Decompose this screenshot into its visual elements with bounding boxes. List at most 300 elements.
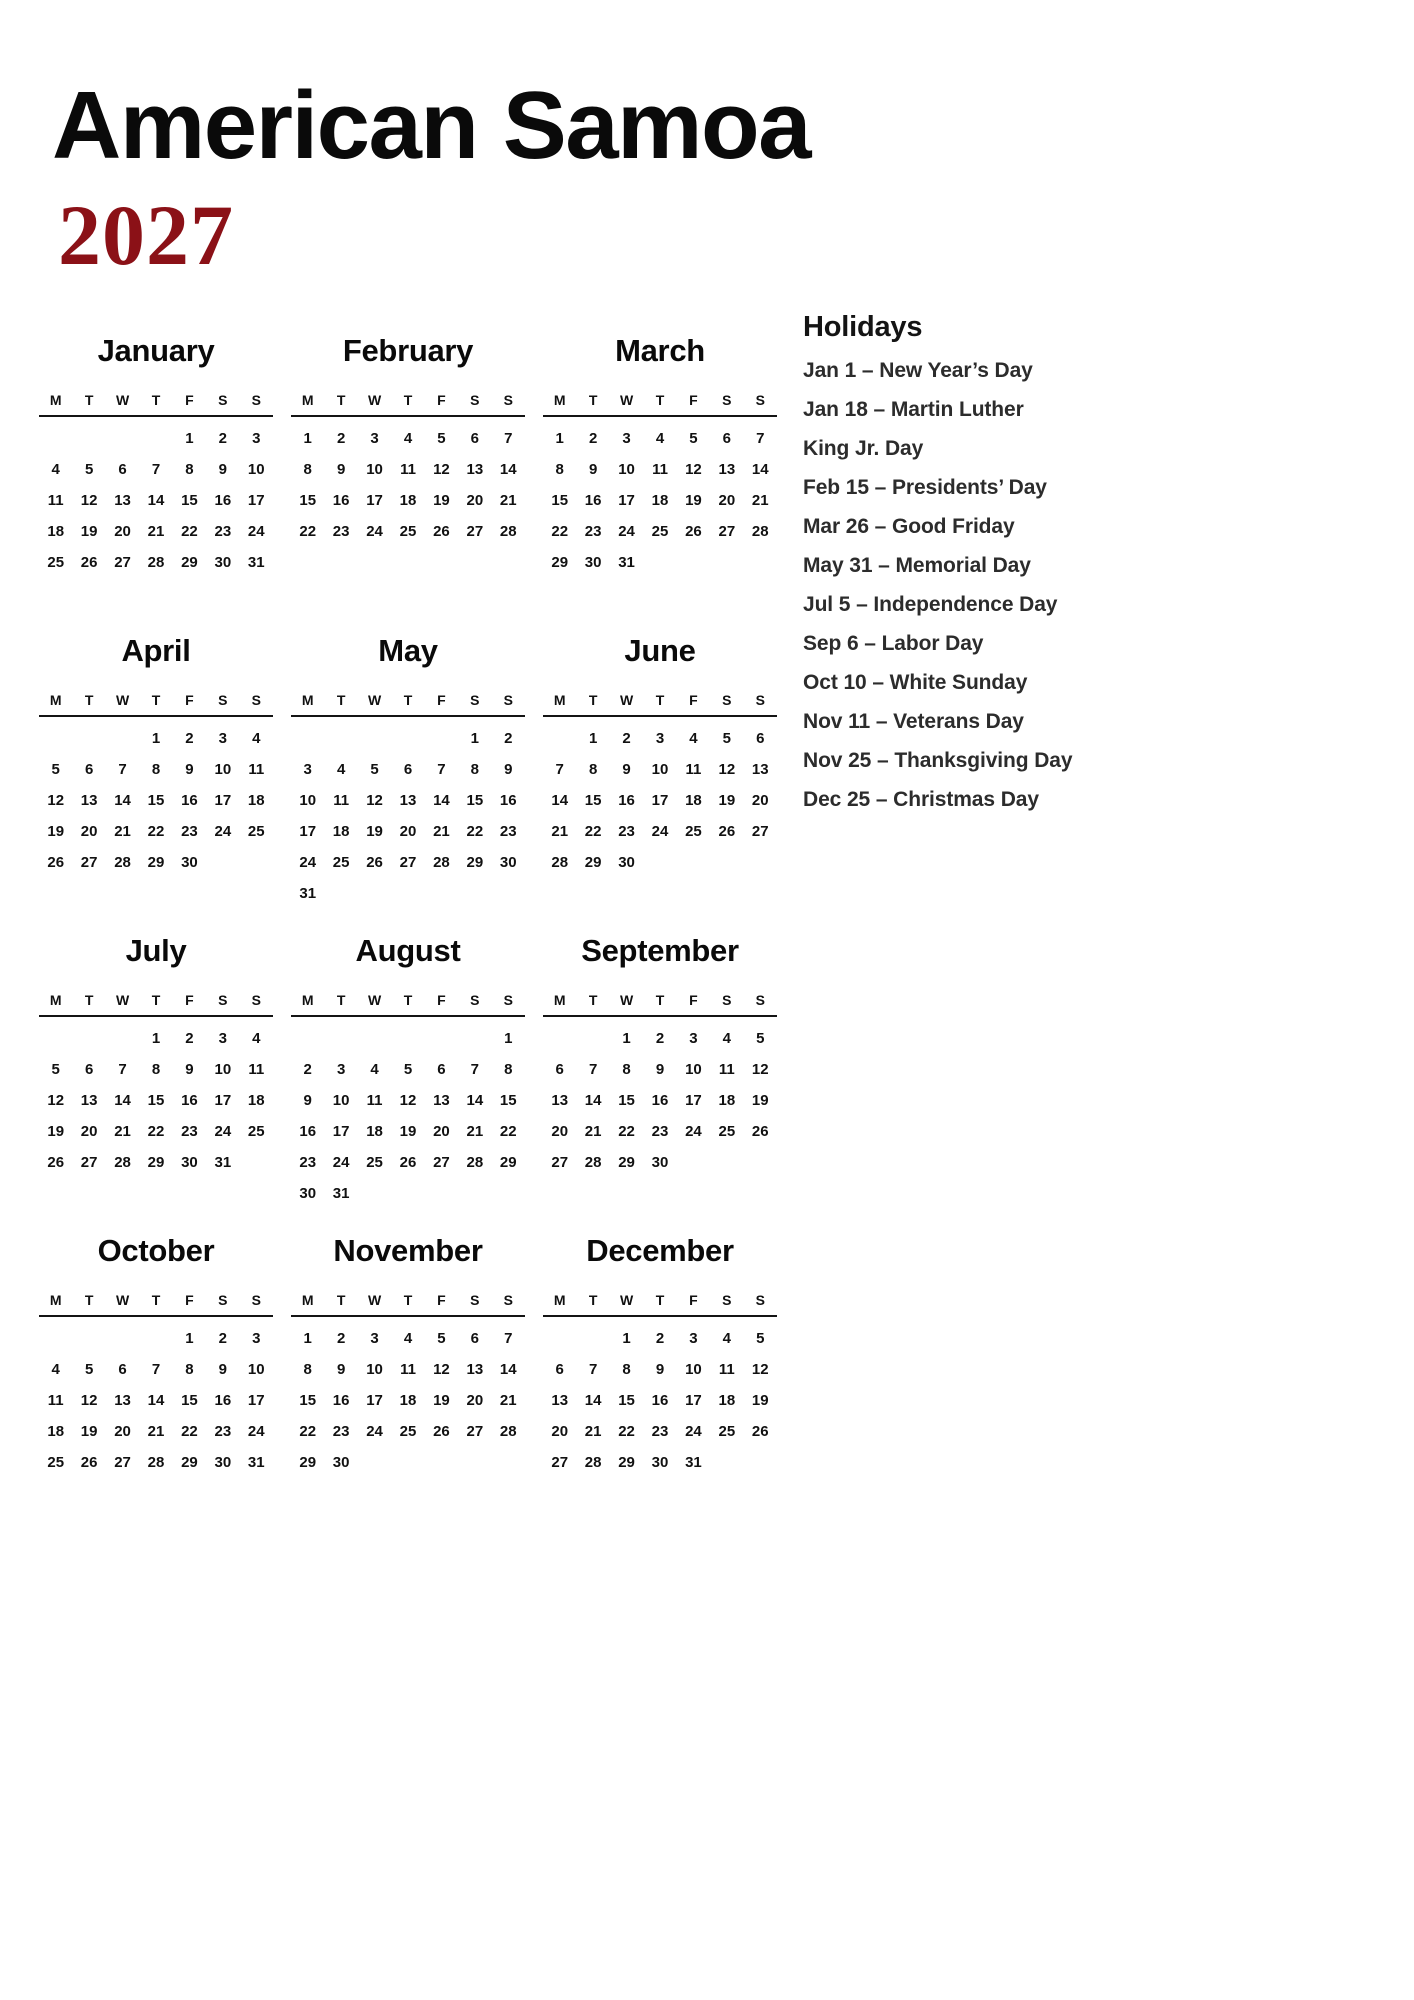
day-cell[interactable]: 6 xyxy=(118,1360,127,1378)
day-cell[interactable]: 15 xyxy=(299,491,317,509)
day-cell[interactable]: 12 xyxy=(47,1091,65,1109)
day-cell[interactable]: 6 xyxy=(756,729,765,747)
day-cell[interactable]: 20 xyxy=(466,1391,484,1409)
day-cell[interactable]: 22 xyxy=(499,1122,517,1140)
day-cell[interactable]: 1 xyxy=(588,729,598,747)
day-cell[interactable]: 29 xyxy=(551,553,569,571)
day-cell[interactable]: 7 xyxy=(151,1360,161,1378)
day-cell[interactable]: 28 xyxy=(584,1453,602,1471)
day-cell[interactable]: 27 xyxy=(399,853,417,871)
day-cell[interactable]: 2 xyxy=(185,1029,194,1047)
day-cell[interactable]: 23 xyxy=(651,1422,669,1440)
day-cell[interactable]: 27 xyxy=(80,1153,98,1171)
day-cell[interactable]: 29 xyxy=(181,1453,198,1471)
day-cell[interactable]: 26 xyxy=(685,522,702,540)
day-cell[interactable]: 5 xyxy=(51,1060,60,1078)
day-cell[interactable]: 22 xyxy=(147,1122,165,1140)
day-cell[interactable]: 24 xyxy=(651,822,669,840)
day-cell[interactable]: 10 xyxy=(214,760,232,778)
day-cell[interactable]: 15 xyxy=(584,791,602,809)
day-cell[interactable]: 8 xyxy=(504,1060,513,1078)
day-cell[interactable]: 4 xyxy=(252,1029,261,1047)
day-cell[interactable]: 12 xyxy=(685,460,702,478)
day-cell[interactable]: 31 xyxy=(247,553,265,571)
day-cell[interactable]: 23 xyxy=(651,1122,669,1140)
day-cell[interactable]: 3 xyxy=(336,1060,346,1078)
day-cell[interactable]: 29 xyxy=(147,853,165,871)
day-cell[interactable]: 12 xyxy=(399,1091,417,1109)
day-cell[interactable]: 3 xyxy=(303,760,312,778)
day-cell[interactable]: 2 xyxy=(655,1329,665,1347)
day-cell[interactable]: 6 xyxy=(555,1060,564,1078)
day-cell[interactable]: 17 xyxy=(366,491,383,509)
day-cell[interactable]: 27 xyxy=(114,553,131,571)
day-cell[interactable]: 2 xyxy=(655,1029,665,1047)
day-cell[interactable]: 13 xyxy=(751,760,769,778)
day-cell[interactable]: 23 xyxy=(299,1153,317,1171)
day-cell[interactable]: 7 xyxy=(470,1060,480,1078)
day-cell[interactable]: 7 xyxy=(151,460,161,478)
day-cell[interactable]: 4 xyxy=(689,729,698,747)
day-cell[interactable]: 5 xyxy=(403,1060,413,1078)
day-cell[interactable]: 20 xyxy=(751,791,769,809)
day-cell[interactable]: 11 xyxy=(718,1360,735,1378)
day-cell[interactable]: 12 xyxy=(718,760,736,778)
day-cell[interactable]: 26 xyxy=(80,553,98,571)
day-cell[interactable]: 12 xyxy=(80,1391,98,1409)
day-cell[interactable]: 31 xyxy=(247,1453,265,1471)
day-cell[interactable]: 22 xyxy=(181,522,198,540)
day-cell[interactable]: 15 xyxy=(181,1391,198,1409)
day-cell[interactable]: 28 xyxy=(114,1153,131,1171)
day-cell[interactable]: 4 xyxy=(403,429,413,447)
day-cell[interactable]: 13 xyxy=(466,460,484,478)
day-cell[interactable]: 23 xyxy=(584,522,602,540)
day-cell[interactable]: 27 xyxy=(80,853,98,871)
day-cell[interactable]: 31 xyxy=(618,553,635,571)
day-cell[interactable]: 14 xyxy=(466,1091,484,1109)
day-cell[interactable]: 16 xyxy=(618,791,635,809)
day-cell[interactable]: 22 xyxy=(147,822,165,840)
day-cell[interactable]: 9 xyxy=(303,1091,312,1109)
day-cell[interactable]: 17 xyxy=(685,1091,702,1109)
day-cell[interactable]: 29 xyxy=(181,553,198,571)
day-cell[interactable]: 19 xyxy=(685,491,702,509)
day-cell[interactable]: 21 xyxy=(433,822,450,840)
day-cell[interactable]: 22 xyxy=(618,1422,635,1440)
day-cell[interactable]: 14 xyxy=(584,1091,602,1109)
day-cell[interactable]: 21 xyxy=(147,1422,165,1440)
day-cell[interactable]: 22 xyxy=(584,822,602,840)
day-cell[interactable]: 13 xyxy=(433,1091,450,1109)
day-cell[interactable]: 27 xyxy=(114,1453,131,1471)
day-cell[interactable]: 9 xyxy=(185,760,194,778)
day-cell[interactable]: 21 xyxy=(114,1122,131,1140)
day-cell[interactable]: 28 xyxy=(433,853,450,871)
day-cell[interactable]: 11 xyxy=(366,1091,383,1109)
day-cell[interactable]: 15 xyxy=(499,1091,517,1109)
day-cell[interactable]: 28 xyxy=(499,1422,517,1440)
day-cell[interactable]: 25 xyxy=(47,553,65,571)
day-cell[interactable]: 30 xyxy=(584,553,602,571)
day-cell[interactable]: 13 xyxy=(466,1360,484,1378)
day-cell[interactable]: 28 xyxy=(147,1453,165,1471)
day-cell[interactable]: 7 xyxy=(437,760,446,778)
day-cell[interactable]: 14 xyxy=(147,491,165,509)
day-cell[interactable]: 30 xyxy=(181,1153,198,1171)
day-cell[interactable]: 20 xyxy=(551,1122,569,1140)
day-cell[interactable]: 7 xyxy=(504,429,513,447)
day-cell[interactable]: 6 xyxy=(722,429,732,447)
day-cell[interactable]: 12 xyxy=(751,1060,769,1078)
day-cell[interactable]: 20 xyxy=(114,1422,131,1440)
day-cell[interactable]: 15 xyxy=(147,1091,165,1109)
day-cell[interactable]: 26 xyxy=(433,1422,450,1440)
day-cell[interactable]: 18 xyxy=(366,1122,383,1140)
day-cell[interactable]: 25 xyxy=(399,1422,417,1440)
day-cell[interactable]: 27 xyxy=(551,1453,569,1471)
day-cell[interactable]: 15 xyxy=(466,791,484,809)
day-cell[interactable]: 22 xyxy=(466,822,484,840)
day-cell[interactable]: 12 xyxy=(751,1360,769,1378)
day-cell[interactable]: 14 xyxy=(114,791,131,809)
day-cell[interactable]: 18 xyxy=(718,1391,736,1409)
day-cell[interactable]: 8 xyxy=(588,760,598,778)
day-cell[interactable]: 28 xyxy=(551,853,569,871)
day-cell[interactable]: 14 xyxy=(751,460,769,478)
day-cell[interactable]: 1 xyxy=(622,1029,631,1047)
day-cell[interactable]: 26 xyxy=(47,853,65,871)
day-cell[interactable]: 2 xyxy=(588,429,598,447)
day-cell[interactable]: 9 xyxy=(655,1360,665,1378)
day-cell[interactable]: 25 xyxy=(685,822,702,840)
day-cell[interactable]: 20 xyxy=(399,822,417,840)
day-cell[interactable]: 24 xyxy=(366,1422,383,1440)
day-cell[interactable]: 28 xyxy=(751,522,769,540)
day-cell[interactable]: 18 xyxy=(718,1091,736,1109)
day-cell[interactable]: 18 xyxy=(47,522,65,540)
day-cell[interactable]: 29 xyxy=(147,1153,165,1171)
day-cell[interactable]: 1 xyxy=(185,1329,194,1347)
day-cell[interactable]: 20 xyxy=(551,1422,569,1440)
day-cell[interactable]: 11 xyxy=(47,1391,64,1409)
day-cell[interactable]: 26 xyxy=(718,822,736,840)
day-cell[interactable]: 22 xyxy=(181,1422,198,1440)
day-cell[interactable]: 2 xyxy=(303,1060,312,1078)
day-cell[interactable]: 5 xyxy=(370,760,379,778)
day-cell[interactable]: 17 xyxy=(618,491,635,509)
day-cell[interactable]: 12 xyxy=(366,791,383,809)
day-cell[interactable]: 15 xyxy=(181,491,198,509)
day-cell[interactable]: 29 xyxy=(584,853,602,871)
day-cell[interactable]: 1 xyxy=(151,1029,161,1047)
day-cell[interactable]: 11 xyxy=(685,760,702,778)
day-cell[interactable]: 9 xyxy=(655,1060,665,1078)
day-cell[interactable]: 26 xyxy=(47,1153,65,1171)
day-cell[interactable]: 3 xyxy=(689,1029,698,1047)
day-cell[interactable]: 6 xyxy=(118,460,127,478)
day-cell[interactable]: 1 xyxy=(151,729,161,747)
day-cell[interactable]: 14 xyxy=(584,1391,602,1409)
day-cell[interactable]: 23 xyxy=(332,522,350,540)
day-cell[interactable]: 1 xyxy=(555,429,564,447)
day-cell[interactable]: 6 xyxy=(84,760,94,778)
day-cell[interactable]: 26 xyxy=(80,1453,98,1471)
day-cell[interactable]: 22 xyxy=(551,522,569,540)
day-cell[interactable]: 24 xyxy=(299,853,317,871)
day-cell[interactable]: 17 xyxy=(685,1391,702,1409)
day-cell[interactable]: 24 xyxy=(247,1422,265,1440)
day-cell[interactable]: 19 xyxy=(751,1391,769,1409)
day-cell[interactable]: 13 xyxy=(551,1091,569,1109)
day-cell[interactable]: 16 xyxy=(651,1391,669,1409)
day-cell[interactable]: 22 xyxy=(299,1422,317,1440)
day-cell[interactable]: 23 xyxy=(499,822,517,840)
day-cell[interactable]: 28 xyxy=(499,522,517,540)
day-cell[interactable]: 9 xyxy=(588,460,598,478)
day-cell[interactable]: 17 xyxy=(247,1391,265,1409)
day-cell[interactable]: 15 xyxy=(299,1391,317,1409)
day-cell[interactable]: 13 xyxy=(551,1391,569,1409)
day-cell[interactable]: 1 xyxy=(504,1029,513,1047)
day-cell[interactable]: 25 xyxy=(718,1122,736,1140)
day-cell[interactable]: 5 xyxy=(84,460,94,478)
day-cell[interactable]: 26 xyxy=(366,853,383,871)
day-cell[interactable]: 3 xyxy=(252,1329,261,1347)
day-cell[interactable]: 5 xyxy=(756,1029,765,1047)
day-cell[interactable]: 1 xyxy=(622,1329,631,1347)
day-cell[interactable]: 10 xyxy=(685,1060,702,1078)
day-cell[interactable]: 26 xyxy=(751,1122,769,1140)
day-cell[interactable]: 19 xyxy=(399,1122,417,1140)
day-cell[interactable]: 29 xyxy=(299,1453,317,1471)
day-cell[interactable]: 25 xyxy=(247,1122,265,1140)
day-cell[interactable]: 2 xyxy=(336,1329,346,1347)
day-cell[interactable]: 9 xyxy=(218,1360,228,1378)
day-cell[interactable]: 3 xyxy=(370,1329,379,1347)
day-cell[interactable]: 29 xyxy=(618,1153,635,1171)
day-cell[interactable]: 8 xyxy=(555,460,564,478)
day-cell[interactable]: 2 xyxy=(218,429,228,447)
day-cell[interactable]: 24 xyxy=(247,522,265,540)
day-cell[interactable]: 8 xyxy=(185,460,194,478)
day-cell[interactable]: 25 xyxy=(247,822,265,840)
day-cell[interactable]: 14 xyxy=(114,1091,131,1109)
day-cell[interactable]: 28 xyxy=(147,553,165,571)
day-cell[interactable]: 3 xyxy=(655,729,665,747)
day-cell[interactable]: 25 xyxy=(332,853,350,871)
day-cell[interactable]: 17 xyxy=(214,1091,232,1109)
day-cell[interactable]: 23 xyxy=(214,522,232,540)
day-cell[interactable]: 7 xyxy=(756,429,765,447)
day-cell[interactable]: 21 xyxy=(551,822,569,840)
day-cell[interactable]: 16 xyxy=(181,1091,198,1109)
day-cell[interactable]: 7 xyxy=(588,1360,598,1378)
day-cell[interactable]: 25 xyxy=(651,522,669,540)
day-cell[interactable]: 31 xyxy=(214,1153,232,1171)
day-cell[interactable]: 12 xyxy=(80,491,98,509)
day-cell[interactable]: 10 xyxy=(685,1360,702,1378)
day-cell[interactable]: 17 xyxy=(214,791,232,809)
day-cell[interactable]: 30 xyxy=(181,853,198,871)
day-cell[interactable]: 10 xyxy=(651,760,669,778)
day-cell[interactable]: 30 xyxy=(651,1453,669,1471)
day-cell[interactable]: 8 xyxy=(151,760,161,778)
day-cell[interactable]: 21 xyxy=(466,1122,484,1140)
day-cell[interactable]: 15 xyxy=(147,791,165,809)
day-cell[interactable]: 1 xyxy=(185,429,194,447)
day-cell[interactable]: 10 xyxy=(332,1091,350,1109)
day-cell[interactable]: 13 xyxy=(80,791,98,809)
day-cell[interactable]: 7 xyxy=(504,1329,513,1347)
day-cell[interactable]: 2 xyxy=(185,729,194,747)
day-cell[interactable]: 8 xyxy=(151,1060,161,1078)
day-cell[interactable]: 24 xyxy=(685,1422,702,1440)
day-cell[interactable]: 28 xyxy=(466,1153,484,1171)
day-cell[interactable]: 9 xyxy=(622,760,631,778)
day-cell[interactable]: 17 xyxy=(332,1122,350,1140)
day-cell[interactable]: 16 xyxy=(332,1391,350,1409)
day-cell[interactable]: 10 xyxy=(366,460,383,478)
day-cell[interactable]: 11 xyxy=(718,1060,735,1078)
day-cell[interactable]: 17 xyxy=(247,491,265,509)
day-cell[interactable]: 16 xyxy=(651,1091,669,1109)
day-cell[interactable]: 14 xyxy=(499,460,517,478)
day-cell[interactable]: 18 xyxy=(47,1422,65,1440)
day-cell[interactable]: 12 xyxy=(47,791,65,809)
day-cell[interactable]: 10 xyxy=(299,791,317,809)
day-cell[interactable]: 17 xyxy=(651,791,669,809)
day-cell[interactable]: 27 xyxy=(466,522,484,540)
day-cell[interactable]: 8 xyxy=(303,1360,312,1378)
day-cell[interactable]: 16 xyxy=(332,491,350,509)
day-cell[interactable]: 2 xyxy=(622,729,631,747)
day-cell[interactable]: 19 xyxy=(47,822,65,840)
day-cell[interactable]: 23 xyxy=(214,1422,232,1440)
day-cell[interactable]: 4 xyxy=(722,1029,732,1047)
day-cell[interactable]: 19 xyxy=(80,1422,98,1440)
day-cell[interactable]: 24 xyxy=(332,1153,350,1171)
day-cell[interactable]: 19 xyxy=(718,791,736,809)
day-cell[interactable]: 23 xyxy=(181,822,198,840)
day-cell[interactable]: 15 xyxy=(551,491,569,509)
day-cell[interactable]: 27 xyxy=(433,1153,450,1171)
day-cell[interactable]: 4 xyxy=(336,760,346,778)
day-cell[interactable]: 31 xyxy=(299,884,317,902)
day-cell[interactable]: 14 xyxy=(499,1360,517,1378)
day-cell[interactable]: 25 xyxy=(718,1422,736,1440)
day-cell[interactable]: 28 xyxy=(114,853,131,871)
day-cell[interactable]: 7 xyxy=(118,760,127,778)
day-cell[interactable]: 4 xyxy=(403,1329,413,1347)
day-cell[interactable]: 16 xyxy=(181,791,198,809)
day-cell[interactable]: 18 xyxy=(247,791,265,809)
day-cell[interactable]: 8 xyxy=(185,1360,194,1378)
day-cell[interactable]: 2 xyxy=(336,429,346,447)
day-cell[interactable]: 21 xyxy=(499,491,517,509)
day-cell[interactable]: 18 xyxy=(247,1091,265,1109)
day-cell[interactable]: 11 xyxy=(400,1360,416,1378)
day-cell[interactable]: 25 xyxy=(399,522,417,540)
day-cell[interactable]: 18 xyxy=(399,491,417,509)
day-cell[interactable]: 24 xyxy=(366,522,383,540)
day-cell[interactable]: 13 xyxy=(80,1091,98,1109)
day-cell[interactable]: 24 xyxy=(685,1122,702,1140)
day-cell[interactable]: 19 xyxy=(751,1091,769,1109)
day-cell[interactable]: 9 xyxy=(336,1360,346,1378)
day-cell[interactable]: 18 xyxy=(685,791,702,809)
day-cell[interactable]: 10 xyxy=(247,1360,265,1378)
day-cell[interactable]: 21 xyxy=(584,1122,602,1140)
day-cell[interactable]: 4 xyxy=(51,1360,60,1378)
day-cell[interactable]: 14 xyxy=(551,791,569,809)
day-cell[interactable]: 6 xyxy=(437,1060,446,1078)
day-cell[interactable]: 16 xyxy=(499,791,517,809)
day-cell[interactable]: 19 xyxy=(433,491,450,509)
day-cell[interactable]: 23 xyxy=(332,1422,350,1440)
day-cell[interactable]: 31 xyxy=(685,1453,702,1471)
day-cell[interactable]: 30 xyxy=(214,1453,232,1471)
day-cell[interactable]: 5 xyxy=(722,729,732,747)
day-cell[interactable]: 27 xyxy=(751,822,769,840)
day-cell[interactable]: 3 xyxy=(252,429,261,447)
day-cell[interactable]: 21 xyxy=(584,1422,602,1440)
day-cell[interactable]: 26 xyxy=(751,1422,769,1440)
day-cell[interactable]: 24 xyxy=(214,1122,232,1140)
day-cell[interactable]: 22 xyxy=(618,1122,635,1140)
day-cell[interactable]: 18 xyxy=(651,491,669,509)
day-cell[interactable]: 28 xyxy=(584,1153,602,1171)
day-cell[interactable]: 4 xyxy=(51,460,60,478)
day-cell[interactable]: 9 xyxy=(504,760,513,778)
day-cell[interactable]: 8 xyxy=(470,760,480,778)
day-cell[interactable]: 14 xyxy=(433,791,450,809)
day-cell[interactable]: 1 xyxy=(303,429,312,447)
day-cell[interactable]: 2 xyxy=(504,729,513,747)
day-cell[interactable]: 25 xyxy=(47,1453,65,1471)
day-cell[interactable]: 20 xyxy=(80,822,98,840)
day-cell[interactable]: 9 xyxy=(336,460,346,478)
day-cell[interactable]: 20 xyxy=(80,1122,98,1140)
day-cell[interactable]: 31 xyxy=(332,1184,350,1202)
day-cell[interactable]: 5 xyxy=(84,1360,94,1378)
day-cell[interactable]: 16 xyxy=(214,491,232,509)
day-cell[interactable]: 20 xyxy=(718,491,736,509)
day-cell[interactable]: 14 xyxy=(147,1391,165,1409)
day-cell[interactable]: 10 xyxy=(247,460,265,478)
day-cell[interactable]: 20 xyxy=(433,1122,450,1140)
day-cell[interactable]: 11 xyxy=(248,760,265,778)
day-cell[interactable]: 30 xyxy=(332,1453,350,1471)
day-cell[interactable]: 27 xyxy=(718,522,736,540)
day-cell[interactable]: 30 xyxy=(299,1184,317,1202)
day-cell[interactable]: 7 xyxy=(588,1060,598,1078)
day-cell[interactable]: 23 xyxy=(181,1122,198,1140)
day-cell[interactable]: 2 xyxy=(218,1329,228,1347)
day-cell[interactable]: 22 xyxy=(299,522,317,540)
day-cell[interactable]: 11 xyxy=(248,1060,265,1078)
day-cell[interactable]: 12 xyxy=(433,460,450,478)
day-cell[interactable]: 27 xyxy=(466,1422,484,1440)
day-cell[interactable]: 13 xyxy=(399,791,417,809)
day-cell[interactable]: 17 xyxy=(366,1391,383,1409)
day-cell[interactable]: 10 xyxy=(618,460,635,478)
day-cell[interactable]: 19 xyxy=(47,1122,65,1140)
day-cell[interactable]: 3 xyxy=(622,429,631,447)
day-cell[interactable]: 19 xyxy=(80,522,98,540)
day-cell[interactable]: 1 xyxy=(470,729,480,747)
day-cell[interactable]: 8 xyxy=(303,460,312,478)
